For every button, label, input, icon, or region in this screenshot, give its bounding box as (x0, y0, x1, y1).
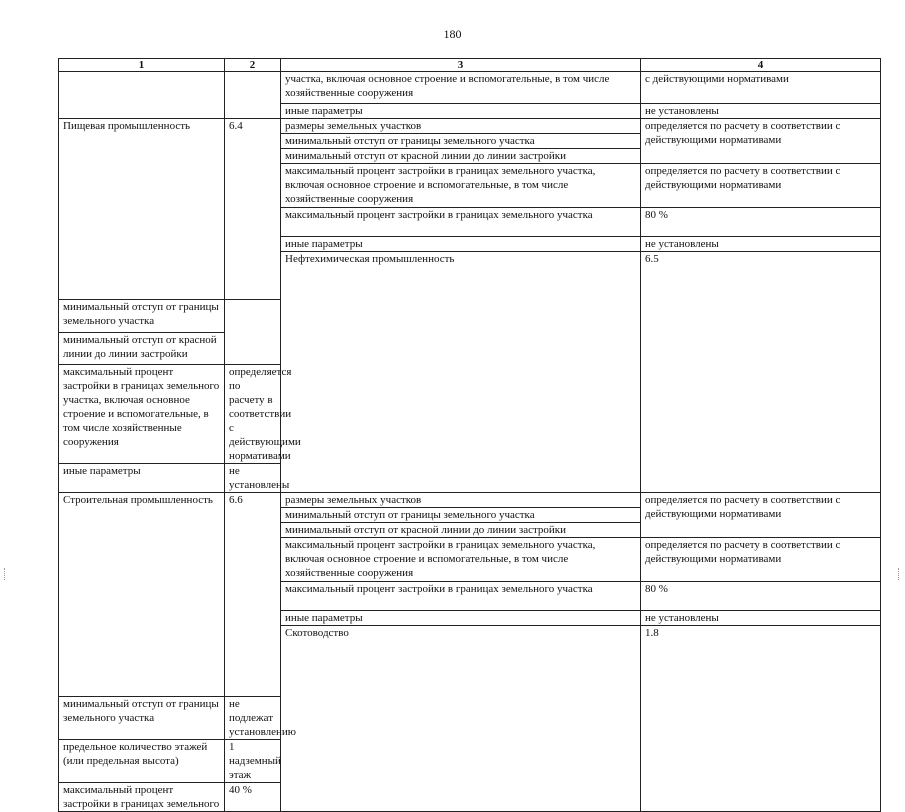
parameter-cell: размеры земельных участков (281, 493, 641, 508)
value-cell: не подлежат установлению (225, 697, 281, 740)
parameter-cell: иные параметры (281, 104, 641, 119)
header-col-4: 4 (641, 59, 881, 72)
parameter-cell: минимальный отступ от красной линии до линии застройки (281, 149, 641, 164)
parameter-cell: иные параметры (281, 237, 641, 252)
header-col-2: 2 (225, 59, 281, 72)
value-cell: 80 % (641, 582, 881, 611)
header-row (59, 59, 881, 72)
parameter-cell: минимальный отступ от красной линии до линии застройки (281, 523, 641, 538)
value-cell: определяется по расчету в соответствии с действующими нормативами (641, 119, 881, 164)
parameter-cell: максимальный процент застройки в границах земельного (59, 783, 225, 812)
right-edge-mark (898, 568, 901, 580)
activity-code-cell: 1.8 (641, 626, 881, 812)
parameter-cell: иные параметры (59, 464, 225, 493)
activity-code-cell: 6.6 (225, 493, 281, 697)
table-row (59, 72, 881, 104)
parameter-cell: иные параметры (281, 611, 641, 626)
parameter-cell: участка, включая основное строение и вспомогательные, в том числе хозяйственные сооружения (281, 72, 641, 104)
parameter-cell: максимальный процент застройки в границах земельного участка (281, 208, 641, 237)
parameter-cell: максимальный процент застройки в границах земельного участка, включая основное строение и вспомогательные, в том числе хозяйственные сооружения (59, 365, 225, 464)
parameter-cell: размеры земельных участков (281, 119, 641, 134)
parameter-cell: минимальный отступ от границы земельного участка (59, 697, 225, 740)
activity-code-cell (225, 72, 281, 119)
table-row (59, 119, 881, 134)
value-cell: 1 надземный этаж (225, 740, 281, 783)
table-row (59, 493, 881, 508)
activity-name-cell: Скотоводство (281, 626, 641, 812)
value-cell: не установлены (641, 611, 881, 626)
value-cell: определяется по расчету в соответствии с действующими нормативами (641, 538, 881, 582)
value-cell: с действующими нормативами (641, 72, 881, 104)
left-edge-mark (4, 568, 7, 580)
value-cell: 40 % (225, 783, 281, 812)
parameter-cell: максимальный процент застройки в границах земельного участка (281, 582, 641, 611)
value-cell: не установлены (641, 104, 881, 119)
value-cell: не установлены (641, 237, 881, 252)
header-col-1: 1 (59, 59, 225, 72)
parameter-cell: минимальный отступ от границы земельного участка (281, 508, 641, 523)
value-cell: определяется по расчету в соответствии с действующими нормативами (225, 365, 281, 464)
activity-name-cell: Пищевая промышленность (59, 119, 225, 300)
value-cell: определяется по расчету в соответствии с действующими нормативами (641, 493, 881, 538)
zoning-parameters-table (58, 58, 881, 812)
value-cell: не установлены (225, 464, 281, 493)
parameter-cell: минимальный отступ от границы земельного участка (59, 300, 225, 332)
parameter-cell: минимальный отступ от красной линии до линии застройки (59, 332, 225, 364)
parameter-cell: максимальный процент застройки в границах земельного участка, включая основное строение и вспомогательные, в том числе хозяйственные сооружения (281, 164, 641, 208)
parameter-cell: предельное количество этажей (или предельная высота) (59, 740, 225, 783)
activity-name-cell: Строительная промышленность (59, 493, 225, 697)
activity-code-cell: 6.5 (641, 252, 881, 493)
page-number: 180 (443, 27, 462, 41)
parameter-cell: минимальный отступ от границы земельного участка (281, 134, 641, 149)
value-cell: определяется по расчету в соответствии с действующими нормативами (641, 164, 881, 208)
value-cell: 80 % (641, 208, 881, 237)
header-col-3: 3 (281, 59, 641, 72)
activity-name-cell: Нефтехимическая промышленность (281, 252, 641, 493)
activity-code-cell: 6.4 (225, 119, 281, 300)
parameter-cell: максимальный процент застройки в границах земельного участка, включая основное строение и вспомогательные, в том числе хозяйственные сооружения (281, 538, 641, 582)
activity-name-cell (59, 72, 225, 119)
